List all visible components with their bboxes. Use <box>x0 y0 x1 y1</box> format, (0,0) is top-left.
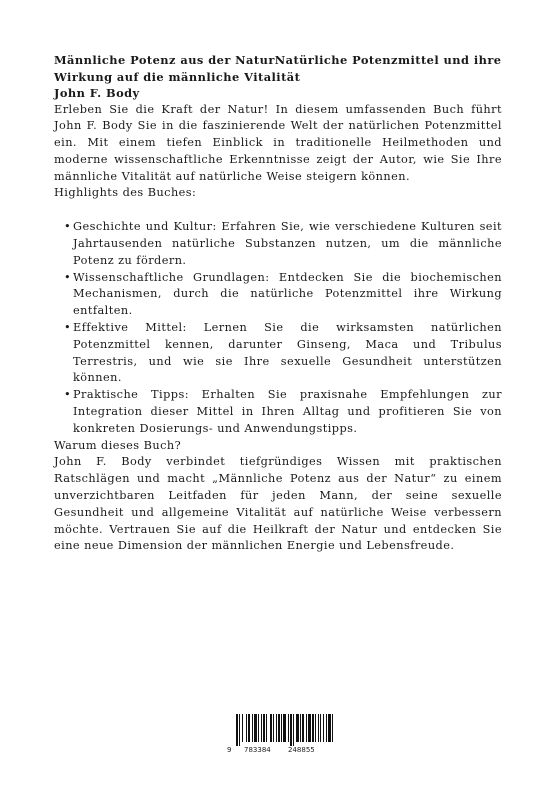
book-title: Männliche Potenz aus der NaturNatürliche Potenzmittel und ihre Wirkung auf die männliche Vitalität <box>54 53 502 84</box>
highlight-text: Geschichte und Kultur: Erfahren Sie, wie verschiedene Kulturen seit Jahrtausenden natürliche Substanzen nutzen, um die männliche Potenz zu fördern. <box>73 220 502 267</box>
list-item <box>64 270 502 320</box>
barcode-bar <box>306 714 307 742</box>
barcode-bar <box>320 714 321 742</box>
why-paragraph: John F. Body verbindet tiefgründiges Wissen mit praktischen Ratschlägen und macht „Männliche Potenz aus der Natur“ zu einem unverzichtbaren Leitfaden für jeden Mann, der seine sexuelle Gesundheit und allgemeine Vitalität auf natürliche Weise verbessern möchte. Vertrauen Sie auf die Heilkraft der Natur und entdecken Sie eine neue Dimension der männlichen Energie und Lebensfreude. <box>54 455 502 553</box>
barcode-bar <box>323 714 324 742</box>
barcode-bar <box>328 714 331 742</box>
barcode-bar <box>312 714 314 742</box>
barcode-bar <box>239 714 240 746</box>
highlight-text: Praktische Tipps: Erhalten Sie praxisnahe Empfehlungen zur Integration dieser Mittel in Ihren Alltag und profitieren Sie von konkreten Dosierungs- und Anwendungstipps. <box>73 388 502 435</box>
barcode-bar <box>283 714 286 742</box>
barcode-bar <box>293 714 294 746</box>
list-item <box>64 320 502 387</box>
barcode-bar <box>326 714 327 742</box>
barcode-bar <box>242 714 243 742</box>
barcode-bar <box>261 714 262 742</box>
barcode-bar <box>296 714 299 742</box>
barcode-bar <box>246 714 247 742</box>
barcode-bar <box>318 714 319 742</box>
barcode-bar <box>278 714 280 742</box>
barcode-bar <box>263 714 265 742</box>
bullet-icon: • <box>64 270 72 284</box>
barcode-bar <box>248 714 250 742</box>
list-item <box>64 219 502 269</box>
barcode-bar <box>254 714 257 742</box>
barcode-bar <box>300 714 301 742</box>
bullet-icon: • <box>64 388 72 402</box>
highlights-list <box>54 219 502 437</box>
why-heading: Warum dieses Buch? <box>54 438 182 452</box>
list-item <box>64 387 502 437</box>
barcode-bar <box>315 714 316 742</box>
barcode-bar <box>308 714 311 742</box>
highlights-heading: Highlights des Buches: <box>54 186 197 200</box>
barcode-bar <box>258 714 259 742</box>
barcode-bars <box>226 714 336 746</box>
highlight-text: Effektive Mittel: Lernen Sie die wirksamsten natürlichen Potenzmittel kennen, darunter Ginseng, Maca und Tribulus Terrestris, und wie sie Ihre sexuelle Gesundheit unterstützen können. <box>73 321 502 385</box>
back-cover-text <box>54 52 502 555</box>
barcode-bar <box>288 714 289 742</box>
barcode-bar <box>266 714 267 742</box>
bullet-icon: • <box>64 321 72 335</box>
barcode-bar <box>332 714 333 742</box>
barcode-bar <box>276 714 277 742</box>
barcode-left-digits: 783384 <box>244 746 271 754</box>
barcode-bar <box>302 714 304 742</box>
isbn-barcode <box>226 714 336 758</box>
barcode-bar <box>290 714 292 746</box>
book-author: John F. Body <box>54 86 140 100</box>
barcode-bar <box>236 714 238 746</box>
barcode-lead-digit: 9 <box>227 746 232 754</box>
barcode-bar <box>281 714 282 742</box>
barcode-bar <box>270 714 272 742</box>
barcode-bar <box>273 714 274 742</box>
intro-paragraph: Erleben Sie die Kraft der Natur! In diesem umfassenden Buch führt John F. Body Sie in die faszinierende Welt der natürlichen Potenzmittel ein. Mit einem tiefen Einblick in traditionelle Heilmethoden und moderne wissenschaftliche Erkenntnisse zeigt der Autor, wie Sie Ihre männliche Vitalität auf natürliche Weise steigern können. <box>54 102 502 183</box>
highlight-text: Wissenschaftliche Grundlagen: Entdecken Sie die biochemischen Mechanismen, durch die natürliche Potenzmittel ihre Wirkung entfalten. <box>73 270 502 318</box>
barcode-right-digits: 248855 <box>288 746 315 754</box>
barcode-bar <box>252 714 253 742</box>
bullet-icon: • <box>64 220 72 234</box>
